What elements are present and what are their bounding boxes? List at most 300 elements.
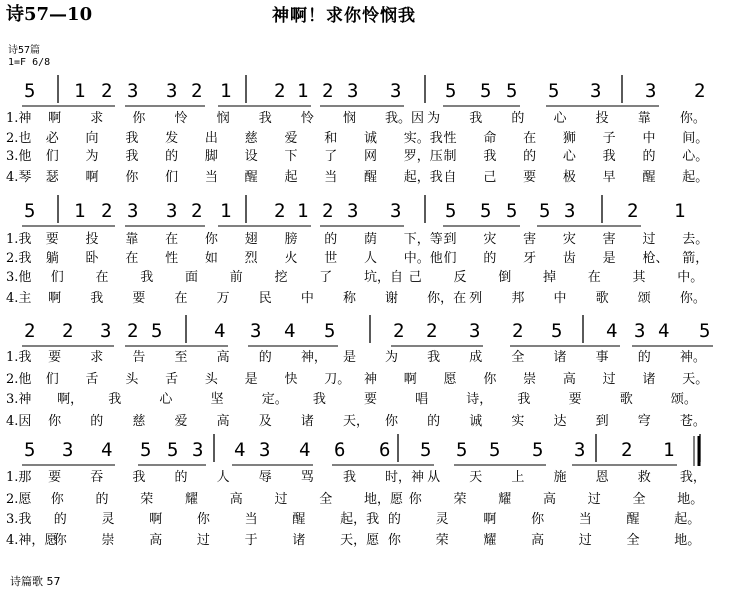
lyric-syllable: 过: [196, 533, 210, 548]
lyric-syllable: 狮: [562, 131, 576, 146]
lyric-syllable: 荣: [453, 492, 467, 507]
lyric-syllable: 性: [443, 131, 457, 146]
note-digit: 3: [127, 200, 139, 222]
note-digit: 4: [214, 320, 226, 342]
lyric-syllable: 悯: [216, 111, 230, 126]
lyric-syllable: 起: [284, 170, 298, 185]
lyric-syllable: 你。: [679, 111, 706, 126]
lyric-syllable: 你: [385, 414, 399, 429]
note-digit: 3: [390, 200, 402, 222]
lyric-syllable: 挖: [274, 270, 288, 285]
lyric-syllable: 我: [258, 111, 272, 126]
lyric-syllable: 你: [196, 512, 210, 527]
note-digit: 5: [24, 439, 36, 461]
note-digit: 5: [506, 80, 518, 102]
lyric-syllable: 心。: [682, 149, 709, 164]
lyric-syllable: 至: [174, 350, 188, 365]
lyric-syllable: 刀。: [324, 372, 351, 387]
lyric-syllable: 当: [204, 170, 218, 185]
note-digit: 4: [299, 439, 311, 461]
lyric-syllable: 啊: [403, 372, 417, 387]
lyric-syllable: 箭，: [682, 251, 709, 266]
lyric-syllable: 怜: [300, 111, 314, 126]
lyric-syllable: 躺: [45, 251, 59, 266]
lyric-syllable: 极: [562, 170, 576, 185]
lyric-syllable: 你。: [679, 291, 706, 306]
lyric-syllable: 成: [469, 350, 483, 365]
lyric-syllable: 出: [204, 131, 218, 146]
lyric-syllable: 当: [244, 512, 258, 527]
lyric-syllable: 发: [165, 131, 179, 146]
lyric-syllable: 瑟: [45, 170, 59, 185]
lyric-syllable: 天。: [682, 372, 709, 387]
lyric-syllable: 你: [48, 414, 62, 429]
lyric-syllable: 2.也: [6, 131, 32, 146]
lyric-syllable: 害: [602, 232, 616, 247]
note-digit: 3: [100, 320, 112, 342]
lyric-syllable: 灾: [562, 232, 576, 247]
lyric-syllable: 你: [531, 512, 545, 527]
lyric-syllable: 时，神: [385, 470, 425, 485]
lyric-syllable: 过: [274, 492, 288, 507]
note-digit: 5: [445, 80, 457, 102]
lyric-syllable: 啊: [483, 512, 497, 527]
lyric-syllable: 上: [511, 470, 525, 485]
lyric-syllable: 1.那: [6, 470, 32, 485]
lyric-syllable: 过: [602, 372, 616, 387]
note-digit: 3: [390, 80, 402, 102]
lyric-syllable: 为: [85, 149, 99, 164]
lyric-syllable: 为: [427, 111, 441, 126]
lyric-syllable: 诸: [553, 350, 567, 365]
lyric-syllable: 的: [483, 251, 497, 266]
lyric-syllable: 的: [165, 149, 179, 164]
lyric-syllable: 醒: [626, 512, 640, 527]
note-digit: 4: [606, 320, 618, 342]
note-digit: 3: [469, 320, 481, 342]
lyric-syllable: 3.我: [6, 512, 32, 527]
lyric-syllable: 靠: [637, 111, 651, 126]
lyric-syllable: 诸: [642, 372, 656, 387]
lyric-syllable: 我: [140, 270, 154, 285]
note-digit: 5: [480, 80, 492, 102]
lyric-syllable: 起，我: [340, 512, 380, 527]
key-time-signature: 1=F 6/8: [8, 57, 51, 68]
lyric-syllable: 下，等: [403, 232, 443, 247]
note-digit: 2: [62, 320, 74, 342]
note-digit: 5: [506, 200, 518, 222]
lyric-syllable: 的: [324, 232, 338, 247]
lyric-syllable: 高: [531, 533, 545, 548]
lyric-syllable: 全: [626, 533, 640, 548]
note-digit: 3: [574, 439, 586, 461]
lyric-syllable: 啊，: [57, 392, 84, 407]
lyric-syllable: 施: [553, 470, 567, 485]
lyric-syllable: 全: [319, 492, 333, 507]
lyric-syllable: 民: [258, 291, 272, 306]
note-digit: 3: [634, 320, 646, 342]
lyric-syllable: 的: [637, 350, 651, 365]
lyric-syllable: 歌: [619, 392, 633, 407]
note-digit: 1: [297, 200, 309, 222]
note-digit: 2: [621, 439, 633, 461]
note-digit: 3: [590, 80, 602, 102]
lyric-syllable: 诚: [364, 131, 378, 146]
note-digit: 3: [564, 200, 576, 222]
lyric-syllable: 我: [469, 111, 483, 126]
lyric-syllable: 你，在: [427, 291, 467, 306]
lyric-syllable: 掉: [543, 270, 557, 285]
lyric-syllable: 牙: [523, 251, 537, 266]
lyric-syllable: 求: [90, 111, 104, 126]
lyric-syllable: 2.愿: [6, 492, 32, 507]
lyric-syllable: 是: [602, 251, 616, 266]
lyric-syllable: 1.我: [6, 350, 32, 365]
lyric-syllable: 中: [642, 131, 656, 146]
lyric-syllable: 枪、: [642, 251, 669, 266]
note-digit: 2: [24, 320, 36, 342]
lyric-syllable: 2.他: [6, 372, 32, 387]
lyric-syllable: 早: [602, 170, 616, 185]
lyric-syllable: 子: [602, 131, 616, 146]
lyric-syllable: 神，: [300, 350, 327, 365]
lyric-syllable: 了: [324, 149, 338, 164]
note-digit: 3: [166, 200, 178, 222]
lyric-syllable: 当: [578, 512, 592, 527]
lyric-syllable: 灵: [101, 512, 115, 527]
note-digit: 5: [420, 439, 432, 461]
lyric-syllable: 慈: [132, 414, 146, 429]
lyric-syllable: 卧: [85, 251, 99, 266]
lyric-syllable: 是: [244, 372, 258, 387]
footer-caption: 诗篇歌 57: [10, 575, 61, 588]
lyric-syllable: 4.主: [6, 291, 32, 306]
note-digit: 5: [539, 200, 551, 222]
lyric-syllable: 在: [95, 270, 109, 285]
lyric-syllable: 的: [511, 111, 525, 126]
lyric-syllable: 愿: [443, 372, 457, 387]
lyric-syllable: 到: [443, 232, 457, 247]
note-digit: 2: [694, 80, 706, 102]
lyric-syllable: 如: [204, 251, 218, 266]
lyric-syllable: 定。: [261, 392, 288, 407]
lyric-syllable: 辱: [258, 470, 272, 485]
lyric-syllable: 从: [427, 470, 441, 485]
lyric-syllable: 全: [632, 492, 646, 507]
lyric-syllable: 天: [469, 470, 483, 485]
note-digit: 5: [324, 320, 336, 342]
lyric-syllable: 诚: [469, 414, 483, 429]
note-digit: 5: [167, 439, 179, 461]
lyric-syllable: 万: [216, 291, 230, 306]
note-digit: 1: [74, 200, 86, 222]
lyric-syllable: 事: [595, 350, 609, 365]
lyric-syllable: 诗，: [466, 392, 493, 407]
lyric-syllable: 性: [165, 251, 179, 266]
lyric-syllable: 和: [324, 131, 338, 146]
lyric-syllable: 1.神: [6, 111, 32, 126]
lyric-syllable: 3.神: [6, 392, 32, 407]
lyric-syllable: 要: [48, 350, 62, 365]
lyric-syllable: 崇: [523, 372, 537, 387]
lyric-syllable: 倒: [498, 270, 512, 285]
lyric-syllable: 的: [90, 414, 104, 429]
lyric-syllable: 我: [602, 149, 616, 164]
lyric-syllable: 神。: [679, 350, 706, 365]
lyric-syllable: 命: [483, 131, 497, 146]
lyric-syllable: 高: [149, 533, 163, 548]
note-digit: 6: [334, 439, 346, 461]
lyric-syllable: 你: [132, 111, 146, 126]
note-digit: 3: [347, 200, 359, 222]
lyric-syllable: 向: [85, 131, 99, 146]
lyric-syllable: 荫: [364, 232, 378, 247]
lyric-syllable: 恩: [595, 470, 609, 485]
lyric-syllable: 是: [342, 350, 356, 365]
lyric-syllable: 颂。: [670, 392, 697, 407]
lyric-syllable: 要: [568, 392, 582, 407]
lyric-syllable: 其: [632, 270, 646, 285]
note-digit: 2: [393, 320, 405, 342]
lyric-syllable: 们: [50, 270, 64, 285]
lyric-syllable: 在: [587, 270, 601, 285]
lyric-syllable: 中: [553, 291, 567, 306]
lyric-syllable: 全: [511, 350, 525, 365]
lyric-syllable: 齿: [562, 251, 576, 266]
lyric-syllable: 中: [300, 291, 314, 306]
lyric-syllable: 天，: [342, 414, 369, 429]
lyric-syllable: 荣: [435, 533, 449, 548]
note-digit: 5: [548, 80, 560, 102]
lyric-syllable: 耀: [483, 533, 497, 548]
lyric-syllable: 我: [125, 131, 139, 146]
lyric-syllable: 面: [185, 270, 199, 285]
lyric-syllable: 歌: [595, 291, 609, 306]
lyric-syllable: 我: [427, 350, 441, 365]
lyric-syllable: 网: [364, 149, 378, 164]
note-digit: 5: [699, 320, 711, 342]
hymn-reference: 诗57—10: [6, 4, 93, 25]
note-digit: 3: [259, 439, 271, 461]
lyric-syllable: 悯: [342, 111, 356, 126]
lyric-syllable: 世: [324, 251, 338, 266]
lyric-syllable: 爱: [174, 414, 188, 429]
lyric-syllable: 己: [408, 270, 422, 285]
lyric-syllable: 4.因: [6, 414, 32, 429]
lyric-syllable: 求: [90, 350, 104, 365]
lyric-syllable: 起，我: [403, 170, 443, 185]
lyric-syllable: 舌: [85, 372, 99, 387]
note-digit: 1: [220, 200, 232, 222]
note-digit: 3: [347, 80, 359, 102]
lyric-syllable: 邦: [511, 291, 525, 306]
lyric-syllable: 诸: [292, 533, 306, 548]
lyric-syllable: 我，: [679, 470, 706, 485]
lyric-syllable: 啊: [48, 291, 62, 306]
lyric-syllable: 吞: [90, 470, 104, 485]
lyric-syllable: 荣: [140, 492, 154, 507]
lyric-syllable: 必: [45, 131, 59, 146]
lyric-syllable: 你: [204, 232, 218, 247]
note-digit: 5: [532, 439, 544, 461]
note-digit: 4: [658, 320, 670, 342]
note-digit: 2: [274, 200, 286, 222]
lyric-syllable: 坑，自: [364, 270, 404, 285]
lyric-syllable: 穹: [637, 414, 651, 429]
note-digit: 1: [674, 200, 686, 222]
lyric-syllable: 骂: [300, 470, 314, 485]
lyric-syllable: 间。: [682, 131, 709, 146]
lyric-syllable: 灾: [483, 232, 497, 247]
note-digit: 5: [24, 200, 36, 222]
lyric-syllable: 我: [125, 149, 139, 164]
lyric-syllable: 起。: [674, 512, 701, 527]
lyric-syllable: 醒: [244, 170, 258, 185]
lyric-syllable: 的: [427, 414, 441, 429]
lyric-syllable: 当: [324, 170, 338, 185]
lyric-syllable: 们: [165, 170, 179, 185]
lyric-syllable: 要: [48, 470, 62, 485]
lyric-syllable: 醒: [364, 170, 378, 185]
note-digit: 2: [627, 200, 639, 222]
lyric-syllable: 在: [125, 251, 139, 266]
lyric-syllable: 坚: [210, 392, 224, 407]
note-digit: 5: [551, 320, 563, 342]
lyric-syllable: 为: [385, 350, 399, 365]
note-digit: 4: [101, 439, 113, 461]
lyric-syllable: 诸: [300, 414, 314, 429]
lyric-syllable: 我。因: [385, 111, 425, 126]
note-digit: 3: [250, 320, 262, 342]
note-digit: 3: [127, 80, 139, 102]
lyric-syllable: 反: [453, 270, 467, 285]
lyric-syllable: 的: [258, 350, 272, 365]
lyric-syllable: 我: [132, 470, 146, 485]
lyric-syllable: 列: [469, 291, 483, 306]
note-digit: 2: [101, 80, 113, 102]
lyric-syllable: 苍。: [679, 414, 706, 429]
lyric-syllable: 起。: [682, 170, 709, 185]
note-digit: 1: [663, 439, 675, 461]
lyric-syllable: 高: [216, 350, 230, 365]
lyric-syllable: 我: [517, 392, 531, 407]
lyric-syllable: 我: [312, 392, 326, 407]
note-digit: 5: [480, 200, 492, 222]
note-digit: 5: [151, 320, 163, 342]
lyric-syllable: 3.他: [6, 270, 32, 285]
lyric-syllable: 谢: [385, 291, 399, 306]
lyric-syllable: 唱: [415, 392, 429, 407]
lyric-syllable: 的: [95, 492, 109, 507]
lyric-syllable: 1.我: [6, 232, 32, 247]
lyric-syllable: 你: [125, 170, 139, 185]
note-digit: 2: [512, 320, 524, 342]
lyric-syllable: 们: [443, 251, 457, 266]
lyric-syllable: 投: [85, 232, 99, 247]
lyric-syllable: 你: [387, 533, 401, 548]
lyric-syllable: 自: [443, 170, 457, 185]
lyric-syllable: 啊: [149, 512, 163, 527]
note-digit: 2: [101, 200, 113, 222]
note-digit: 3: [645, 80, 657, 102]
note-digit: 5: [24, 80, 36, 102]
lyric-syllable: 舌: [165, 372, 179, 387]
note-digit: 5: [140, 439, 152, 461]
lyric-syllable: 醒: [642, 170, 656, 185]
note-digit: 4: [234, 439, 246, 461]
lyric-syllable: 及: [258, 414, 272, 429]
lyric-syllable: 去。: [682, 232, 709, 247]
note-digit: 1: [74, 80, 86, 102]
lyric-syllable: 靠: [125, 232, 139, 247]
lyric-syllable: 心: [562, 149, 576, 164]
lyric-syllable: 要: [45, 232, 59, 247]
lyric-syllable: 的: [387, 512, 401, 527]
lyric-syllable: 要: [132, 291, 146, 306]
lyric-syllable: 害: [523, 232, 537, 247]
lyric-syllable: 2.我: [6, 251, 32, 266]
lyric-syllable: 我: [108, 392, 122, 407]
note-digit: 2: [191, 80, 203, 102]
lyric-syllable: 天，愿: [340, 533, 380, 548]
lyric-syllable: 心: [553, 111, 567, 126]
lyric-syllable: 啊: [85, 170, 99, 185]
lyric-syllable: 罗，压: [403, 149, 443, 164]
lyric-syllable: 你: [408, 492, 422, 507]
hymn-title: 神啊！求你怜悯我: [272, 6, 416, 26]
lyric-syllable: 怜: [174, 111, 188, 126]
note-digit: 2: [426, 320, 438, 342]
lyric-syllable: 们: [45, 372, 59, 387]
lyric-syllable: 你: [53, 533, 67, 548]
lyric-syllable: 中。: [677, 270, 704, 285]
lyric-syllable: 我: [483, 149, 497, 164]
lyric-syllable: 了: [319, 270, 333, 285]
lyric-syllable: 到: [595, 414, 609, 429]
lyric-syllable: 啊: [48, 111, 62, 126]
lyric-syllable: 膀: [284, 232, 298, 247]
lyric-syllable: 己: [483, 170, 497, 185]
note-digit: 6: [379, 439, 391, 461]
lyric-syllable: 4.神，愿: [6, 533, 58, 548]
lyric-syllable: 的: [642, 149, 656, 164]
lyric-syllable: 在: [523, 131, 537, 146]
lyric-syllable: 制: [443, 149, 457, 164]
lyric-syllable: 高: [229, 492, 243, 507]
lyric-syllable: 醒: [292, 512, 306, 527]
lyric-syllable: 地。: [677, 492, 704, 507]
lyric-syllable: 在: [165, 232, 179, 247]
lyric-syllable: 中。他: [403, 251, 443, 266]
lyric-syllable: 烈: [244, 251, 258, 266]
lyric-syllable: 头: [125, 372, 139, 387]
lyric-syllable: 人: [216, 470, 230, 485]
lyric-syllable: 下: [284, 149, 298, 164]
lyric-syllable: 4.琴: [6, 170, 32, 185]
lyric-syllable: 告: [132, 350, 146, 365]
lyric-syllable: 前: [229, 270, 243, 285]
lyric-syllable: 要: [523, 170, 537, 185]
note-digit: 5: [445, 200, 457, 222]
note-digit: 3: [166, 80, 178, 102]
lyric-syllable: 地，愿: [364, 492, 404, 507]
note-digit: 4: [284, 320, 296, 342]
lyric-syllable: 心: [159, 392, 173, 407]
lyric-syllable: 称: [342, 291, 356, 306]
lyric-syllable: 灵: [435, 512, 449, 527]
note-digit: 1: [297, 80, 309, 102]
lyric-syllable: 耀: [498, 492, 512, 507]
